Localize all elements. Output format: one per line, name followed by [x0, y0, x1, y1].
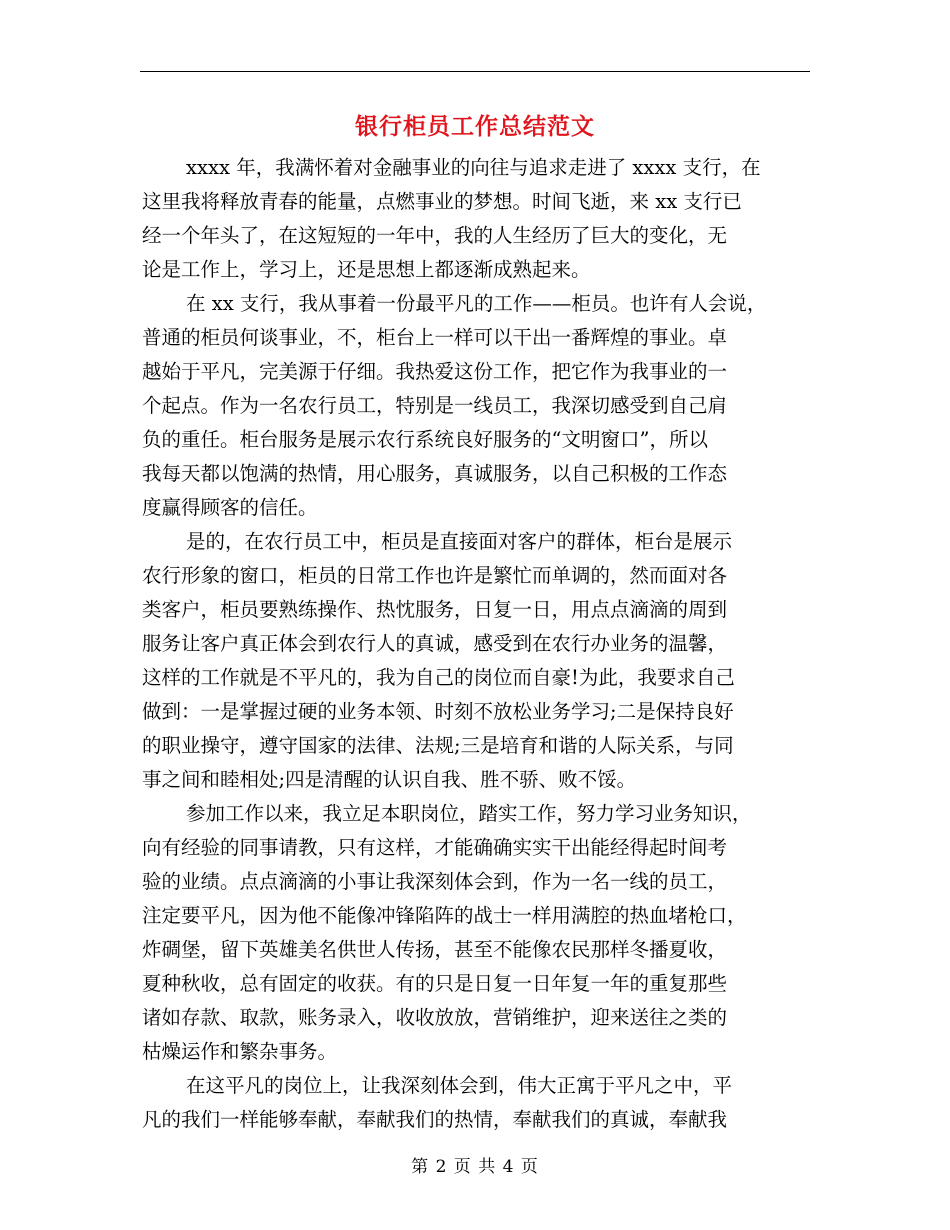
text-line: 炸碉堡，留下英雄美名供世人传扬，甚至不能像农民那样冬播夏收， — [142, 938, 728, 961]
paragraph-3 — [142, 525, 814, 797]
text-line: 个起点。作为一名农行员工，特别是一线员工，我深切感受到自己肩 — [142, 394, 728, 417]
paragraph-5 — [142, 1069, 814, 1137]
text-line: 我每天都以饱满的热情，用心服务，真诚服务，以自己积极的工作态 — [142, 462, 728, 485]
document-title: 银行柜员工作总结范文 — [355, 114, 595, 140]
text-line: 度赢得顾客的信任。 — [142, 496, 318, 519]
text-line: 这样的工作就是不平凡的，我为自己的岗位而自豪!为此，我要求自己 — [142, 666, 735, 689]
text-line: 农行形象的窗口，柜员的日常工作也许是繁忙而单调的，然而面对各 — [142, 564, 728, 587]
header-rule — [140, 71, 810, 72]
text-line: 的职业操守，遵守国家的法律、法规;三是培育和谐的人际关系，与同 — [142, 734, 734, 757]
text-line: 凡的我们一样能够奉献，奉献我们的热情，奉献我们的真诚，奉献我 — [142, 1108, 728, 1131]
text-line: 普通的柜员何谈事业，不，柜台上一样可以干出一番辉煌的事业。卓 — [142, 326, 728, 349]
text-line: 枯燥运作和繁杂事务。 — [142, 1040, 338, 1063]
paragraph-2 — [142, 287, 814, 525]
document-body — [142, 151, 814, 1137]
text-line: 越始于平凡，完美源于仔细。我热爱这份工作，把它作为我事业的一 — [142, 360, 728, 383]
text-line: 诸如存款、取款，账务录入，收收放放，营销维护，迎来送往之类的 — [142, 1006, 728, 1029]
paragraph-1 — [142, 151, 814, 287]
text-line: 向有经验的同事请教，只有这样，才能确确实实干出能经得起时间考 — [142, 836, 728, 859]
text-line: 负的重任。柜台服务是展示农行系统良好服务的“文明窗口”，所以 — [142, 428, 708, 451]
text-line: 注定要平凡，因为他不能像冲锋陷阵的战士一样用满腔的热血堵枪口， — [142, 904, 747, 927]
text-line: 在这平凡的岗位上，让我深刻体会到，伟大正寓于平凡之中，平 — [186, 1074, 733, 1097]
text-line: xxxx 年，我满怀着对金融事业的向往与追求走进了 xxxx 支行，在 — [186, 156, 761, 179]
text-line: 做到：一是掌握过硬的业务本领、时刻不放松业务学习;二是保持良好 — [142, 700, 734, 723]
text-line: 经一个年头了，在这短短的一年中，我的人生经历了巨大的变化，无 — [142, 224, 728, 247]
text-line: 参加工作以来，我立足本职岗位，踏实工作，努力学习业务知识， — [186, 802, 752, 825]
text-line: 事之间和睦相处;四是清醒的认识自我、胜不骄、败不馁。 — [142, 768, 637, 791]
text-line: 类客户，柜员要熟练操作、热忱服务，日复一日，用点点滴滴的周到 — [142, 598, 728, 621]
text-line: 服务让客户真正体会到农行人的真诚，感受到在农行办业务的温馨， — [142, 632, 728, 655]
page-number: 第 2 页 共 4 页 — [411, 1157, 539, 1177]
text-line: 夏种秋收，总有固定的收获。有的只是日复一日年复一年的重复那些 — [142, 972, 728, 995]
paragraph-4 — [142, 797, 814, 1069]
text-line: 这里我将释放青春的能量，点燃事业的梦想。时间飞逝，来 xx 支行已 — [142, 190, 742, 213]
text-line: 验的业绩。点点滴滴的小事让我深刻体会到，作为一名一线的员工， — [142, 870, 728, 893]
text-line: 论是工作上，学习上，还是思想上都逐渐成熟起来。 — [142, 258, 591, 281]
text-line: 在 xx 支行，我从事着一份最平凡的工作——柜员。也许有人会说， — [186, 292, 767, 315]
text-line: 是的，在农行员工中，柜员是直接面对客户的群体，柜台是展示 — [186, 530, 733, 553]
